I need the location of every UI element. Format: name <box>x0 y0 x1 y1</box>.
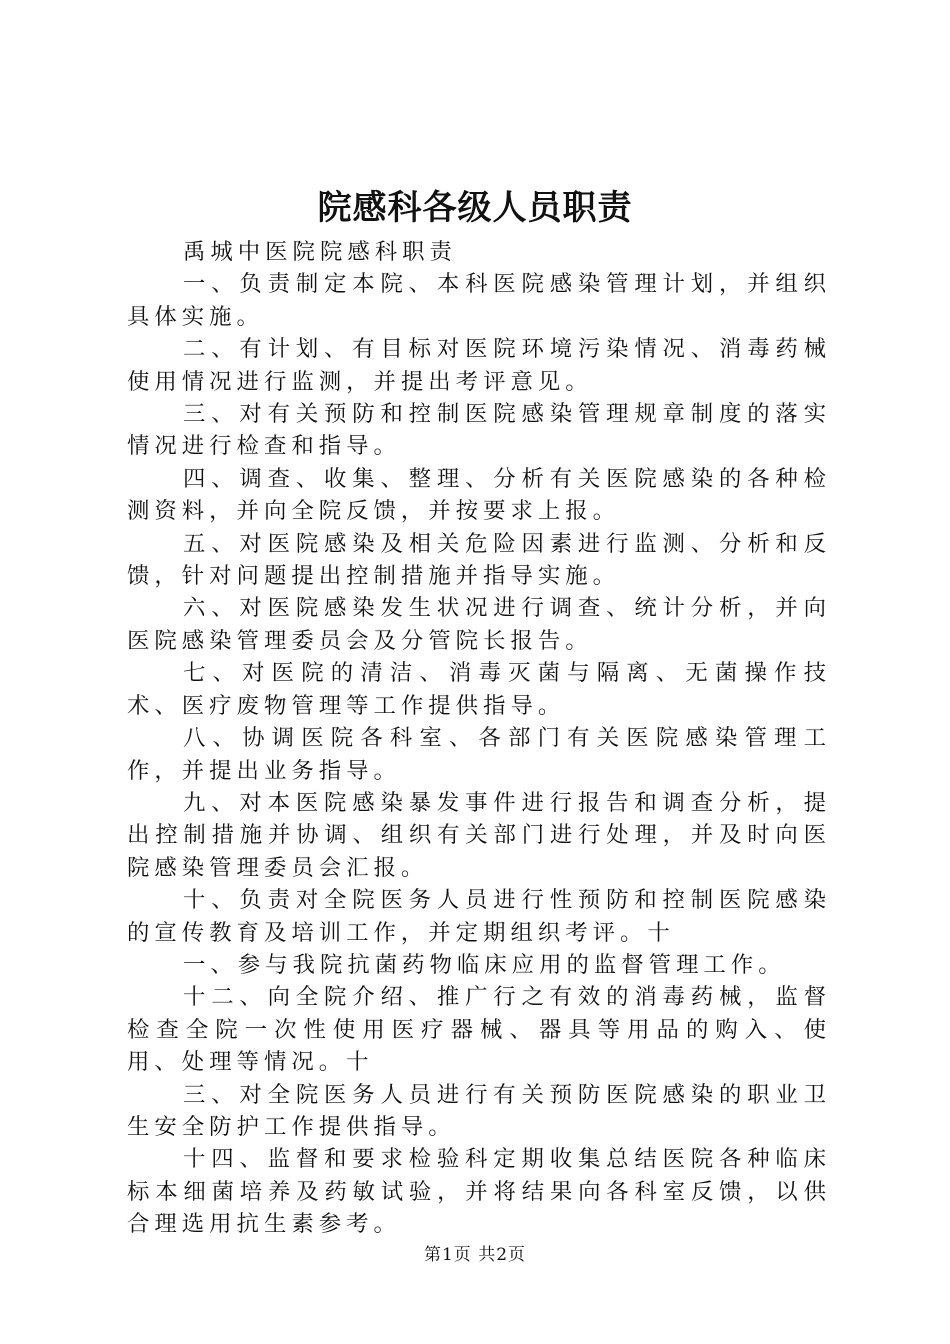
paragraph-1: 一、负责制定本院、本科医院感染管理计划，并组织具体实施。 <box>127 271 831 330</box>
document-title: 院感科各级人员职责 <box>317 188 633 228</box>
paragraph-6: 六、对医院感染发生状况进行调查、统计分析，并向医院感染管理委员会及分管院长报告。 <box>127 595 831 654</box>
paragraph-12: 十二、向全院介绍、推广行之有效的消毒药械，监督检查全院一次性使用医疗器械、器具等用品的购入、使用、处理等情况。十 <box>127 984 831 1076</box>
paragraph-13: 三、对全院医务人员进行有关预防医院感染的职业卫生安全防护工作提供指导。 <box>127 1081 831 1140</box>
paragraph-5: 五、对医院感染及相关危险因素进行监测、分析和反馈，针对问题提出控制措施并指导实施。 <box>127 530 831 590</box>
page-number-footer: 第1页 共2页 <box>423 1245 527 1265</box>
paragraph-11: 一、参与我院抗菌药物临床应用的监督管理工作。 <box>183 951 786 978</box>
paragraph-9: 九、对本医院感染暴发事件进行报告和调查分析，提出控制措施并协调、组织有关部门进行处理，并及时向医院感染管理委员会汇报。 <box>127 789 831 881</box>
paragraph-7: 七、对医院的清洁、消毒灭菌与隔离、无菌操作技术、医疗废物管理等工作提供指导。 <box>127 660 831 719</box>
paragraph-14: 十四、监督和要求检验科定期收集总结医院各种临床标本细菌培养及药敏试验，并将结果向各科室反馈，以供合理选用抗生素参考。 <box>127 1146 831 1238</box>
paragraph-heading: 禹城中医院院感科职责 <box>183 239 457 265</box>
paragraph-4: 四、调查、收集、整理、分析有关医院感染的各种检测资料，并向全院反馈，并按要求上报。 <box>127 465 831 525</box>
paragraph-2: 二、有计划、有目标对医院环境污染情况、消毒药械使用情况进行监测，并提出考评意见。 <box>127 336 831 395</box>
paragraph-10: 十、负责对全院医务人员进行性预防和控制医院感染的宣传教育及培训工作，并定期组织考评。十 <box>127 887 831 946</box>
paragraph-8: 八、协调医院各科室、各部门有关医院感染管理工作，并提出业务指导。 <box>127 725 831 784</box>
document-body <box>127 236 831 1241</box>
paragraph-3: 三、对有关预防和控制医院感染管理规章制度的落实情况进行检查和指导。 <box>127 401 831 460</box>
